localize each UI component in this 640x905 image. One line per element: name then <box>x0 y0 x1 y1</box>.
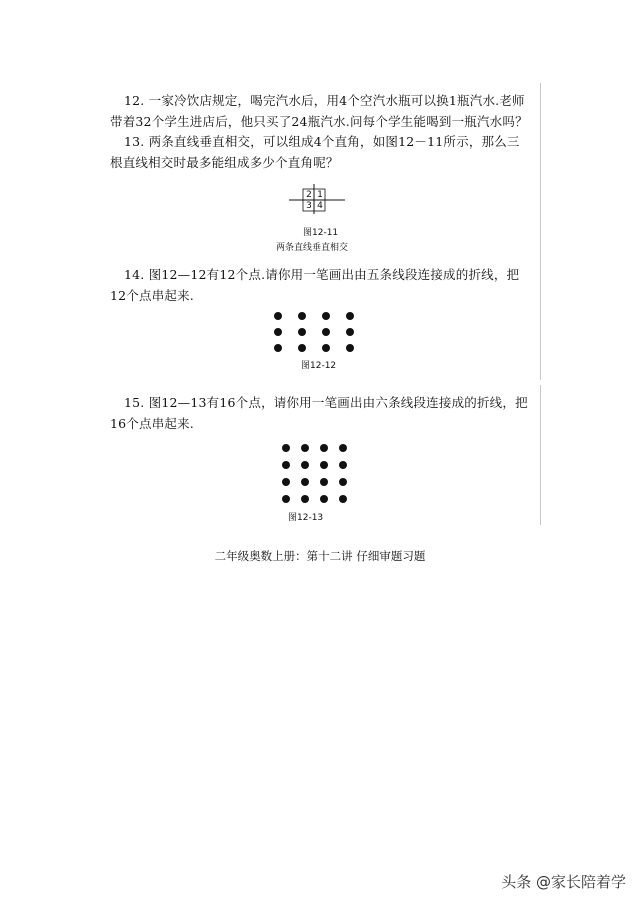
figure-12-13-dot <box>339 478 347 486</box>
figure-12-13-dot <box>282 461 290 469</box>
problem-13: 13. 两条直线垂直相交，可以组成4个直角，如图12－11所示，那么三根直线相交时最多能组成多少个直角呢？ <box>110 134 520 170</box>
figure-12-13-label: 图12-13 <box>288 513 324 523</box>
figure-12-13-dot <box>301 461 309 469</box>
figure-12-13-dot <box>339 461 347 469</box>
problem-15: 15. 图12—13有16个点，请你用一笔画出由六条线段连接成的折线，把16个点串起来. <box>110 395 528 431</box>
figure-12-11-caption: 两条直线垂直相交 <box>276 243 349 253</box>
figure-12-13-dot <box>320 478 328 486</box>
figure-12-13-dot <box>282 495 290 503</box>
figure-12-12-dot <box>346 312 354 320</box>
figure-12-12-dot <box>322 344 330 352</box>
figure-12-13-dot <box>320 461 328 469</box>
figure-12-12-dot <box>322 312 330 320</box>
watermark: 头条 @家长陪着学 <box>501 873 626 891</box>
figure-12-12-dots <box>270 308 370 358</box>
problem-12: 12. 一家冷饮店规定，喝完汽水后，用4个空汽水瓶可以换1瓶汽水.老师带着32个学生进店后，他只买了24瓶汽水.问每个学生能喝到一瓶汽水吗？ <box>110 93 528 129</box>
figure-12-13-dot <box>320 495 328 503</box>
figure-12-13-dot <box>301 444 309 452</box>
figure-12-13-dots <box>278 440 358 510</box>
figure-12-12-dot <box>346 344 354 352</box>
figure-12-13-dot <box>301 495 309 503</box>
figure-12-12-dot <box>274 312 282 320</box>
figure-12-12-dot <box>298 344 306 352</box>
right-margin-line-bottom <box>540 385 541 525</box>
quadrant-1: 1 <box>317 190 323 200</box>
figure-12-12-dot <box>322 328 330 336</box>
figure-12-13-dot <box>282 478 290 486</box>
page-footer: 二年级奥数上册：第十二讲 仔细审题习题 <box>214 549 426 563</box>
figure-12-13-dot <box>339 444 347 452</box>
figure-12-13-dot <box>320 444 328 452</box>
figure-12-13-dot <box>339 495 347 503</box>
figure-12-13-dot <box>301 478 309 486</box>
figure-12-12-dot <box>298 328 306 336</box>
right-margin-line-top <box>540 83 541 380</box>
figure-12-12-dot <box>346 328 354 336</box>
figure-12-12-dot <box>298 312 306 320</box>
figure-12-12-label: 图12-12 <box>301 361 337 371</box>
figure-12-11 <box>285 183 355 218</box>
problem-14: 14. 图12—12有12个点.请你用一笔画出由五条线段连接成的折线，把12个点串起来. <box>110 267 520 303</box>
quadrant-4: 4 <box>317 201 323 211</box>
figure-12-13-dot <box>282 444 290 452</box>
quadrant-3: 3 <box>306 201 312 211</box>
figure-12-12-dot <box>274 344 282 352</box>
figure-12-12-dot <box>274 328 282 336</box>
quadrant-2: 2 <box>306 190 312 200</box>
figure-12-11-label: 图12-11 <box>303 228 339 238</box>
